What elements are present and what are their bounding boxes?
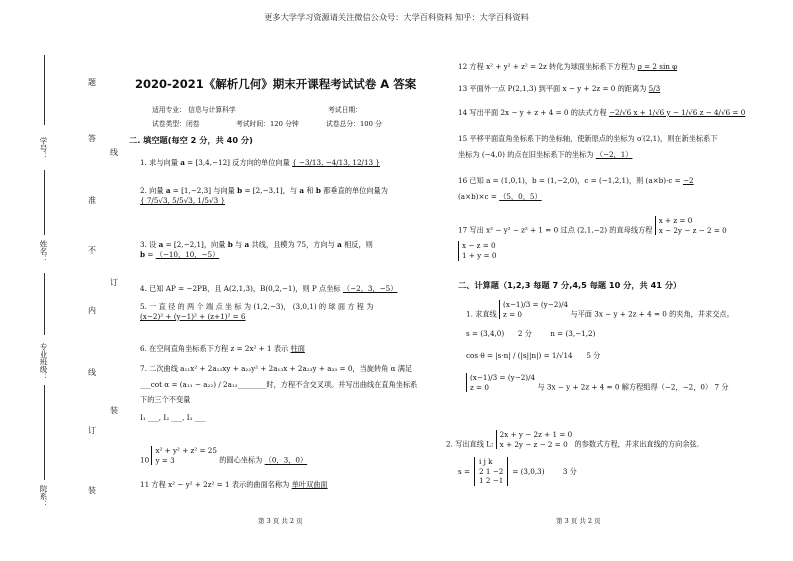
question-10: 10 x² + y² + z² = 25 y = 3 的圆心坐标为 （0，3，0） [140,446,308,465]
question-7: 7. 二次曲线 a₁₁x² + 2a₁₂xy + a₂₂y² + 2a₁₃x + 2a₂₃y + a₃₃ = 0，当旋转角 α 满足 ___cot α = (a₁₁ − a₂₂) / 2a₁₂________时，方程不含交叉项。并写出曲线在直角坐标系 下的三个不变量 I₁ ___, I₂ ___, I₃ ___ [140,364,418,423]
footer-page-right: 第 3 页 共 2 页 [556,517,601,525]
label-class: 专业班级： [39,343,48,381]
question-15: 15 平移平面直角坐标系下的坐标轴，使新原点的坐标为 o′(2,1)，则在新坐标系下 坐标为 (−4,0) 的点在旧坐标系下的坐标为 （−2，1） [458,134,718,159]
page-title: 2020-2021《解析几何》期末开课程考试试卷 A 答案 [135,77,417,91]
system-brace: (x−1)/3 = (y−2)/4 z = 0 [499,300,568,319]
system-brace: x − z = 0 1 + y = 0 [458,241,496,260]
question-5: 5. 一 直 径 的 两 个 端 点 坐 标 为 (1,2,−3)， (3,0,1) 的 球 面 方 程 为 (x−2)² + (y−1)² + (z+1)² = 6 [140,302,374,321]
answer: −2/√6 x + 1/√6 y − 1/√6 z − 4/√6 = 0 [608,108,746,117]
top-banner: 更多大学学习资源请关注微信公众号：大学百科资料 知乎：大学百科资料 [264,12,529,22]
label-department: 院系： [39,485,48,508]
question-14: 14 写出平面 2x − y + z + 4 = 0 的法式方程 −2/√6 x + 1/√6 y − 1/√6 z − 4/√6 = 0 [458,108,746,117]
answer: { −3/13, −4/13, 12/13 } [292,158,380,167]
meta-major: 适用专业： 信息与计算科学 [152,106,236,114]
question-17: 17 写出 x² − y² − z² + 1 = 0 过点 (2,1,−2) 的直母线方程 x + z = 0 x − 2y − z − 2 = 0 x − z = 0 1 + y = 0 [458,216,727,261]
question-3: 3. 设 a = [2,−2,1]，向量 b 与 a 共线，且模为 75，方向与 a 相反，则 b = （−10，10，−5） [140,240,373,259]
section-calculation: 二、计算题（1,2,3 每题 7 分,4,5 每题 10 分，共 41 分） [458,280,682,290]
question-4: 4. 已知 AP = −2PB，且 A(2,1,3)，B(0,2,−1)，则 P 点坐标 （−2，3，−5） [140,284,398,293]
seal-char: 线 [110,148,118,157]
answer: （−2，1） [595,149,633,159]
determinant: i j k 2 1 −2 1 2 −1 [474,457,508,485]
meta-date: 考试日期： [328,106,362,114]
fill-line [44,170,45,235]
seal-char: 准 [88,196,96,205]
fill-line [44,273,45,335]
system-brace: x² + y² + z² = 25 y = 3 [151,446,216,465]
system-brace: x + z = 0 x − 2y − z − 2 = 0 [655,216,727,235]
system-brace: 2x + y − 2z + 1 = 0 x + 2y − z − 2 = 0 [496,430,573,449]
seal-char: 线 [88,368,96,377]
meta-time: 考试时间：120 分钟 [236,120,299,128]
seal-char: 答 [88,134,96,143]
question-1: 1. 求与向量 a = [3,4,−12] 反方向的单位向量 { −3/13, −4/13, 12/13 } [140,158,380,167]
binding-sidebar [34,55,118,525]
seal-char: 不 [88,246,96,255]
system-brace: (x−1)/3 = (y−2)/4 z = 0 [466,373,535,392]
seal-char: 订 [88,426,96,435]
question-6: 6. 在空间直角坐标系下方程 z = 2x² + 1 表示 柱面 [140,344,305,353]
answer: （−10，10，−5） [155,249,220,259]
question-13: 13 平面外一点 P(2,1,3) 到平面 x − y + 2z = 0 的距离为 5/3 [458,84,661,93]
answer: 柱面 [290,344,305,353]
seal-char: 题 [88,78,96,87]
meta-type: 试卷类型：闭卷 [152,120,200,128]
question-12: 12 方程 x² + y² + z² = 2z 转化为球面坐标系下方程为 ρ = 2 sin φ [458,62,678,71]
seal-char: 装 [110,406,118,415]
fill-line [44,55,45,125]
answer: { 7/5√3, 5/5√3, 1/5√3 } [140,195,226,205]
calc-question-2: 2. 写出直线 L: 2x + y − 2z + 1 = 0 x + 2y − z − 2 = 0 的参数式方程，并求出直线的方向余弦. s = i j k 2 1 −2 1 2 −1 = (3,0,3) 3 分 [446,430,700,486]
section-fill-blank: 二. 填空题(每空 2 分，共 40 分) [129,135,253,145]
answer: （−2，3，−5） [342,284,398,293]
label-student-id: 学号： [39,137,48,160]
answer: −2 [682,176,694,185]
answer: 单叶双曲面 [291,480,328,489]
answer: （0，3，0） [264,455,308,465]
answer: 5/3 [648,84,661,93]
meta-score: 试卷总分：100 分 [326,120,382,128]
fill-line [44,385,45,480]
answer: (x−2)² + (y−1)² + (z+1)² = 6 [140,311,246,321]
calc-question-1: 1. 求直线 (x−1)/3 = (y−2)/4 z = 0 与平面 3x − y + 2z + 4 = 0 的夹角，并求交点。 s = (3,4,0) 2 分 n = (3,−1,2) cos θ = |s·n| / (|s||n|) = 1/√14 5 分 (x−1)/3 = (y−2)/4 z = 0 与 3x − y + 2z + 4 = 0 解方程组得（−2，−2，0） 7 分 [466,300,734,392]
seal-char: 订 [110,278,118,287]
label-name: 姓名： [39,240,48,263]
seal-char: 装 [88,486,96,495]
question-16: 16 已知 a = (1,0,1)，b = (1,−2,0)，c = (−1,2,1)，则 (a×b)·c = −2 (a×b)×c = （5，0，5） [458,176,694,201]
answer: （5，0，5） [499,191,542,201]
footer-page-left: 第 3 页 共 2 页 [258,517,303,525]
question-11: 11 方程 x² − y² + 2z² = 1 表示的曲面名称为 单叶双曲面 [140,480,328,489]
question-2: 2. 向量 a = [1,−2,3] 与向量 b = [2,−3,1]，与 a 和 b 都垂直的单位向量为 { 7/5√3, 5/5√3, 1/5√3 } [140,186,388,205]
answer: ρ = 2 sin φ [637,62,678,71]
seal-char: 内 [88,306,96,315]
